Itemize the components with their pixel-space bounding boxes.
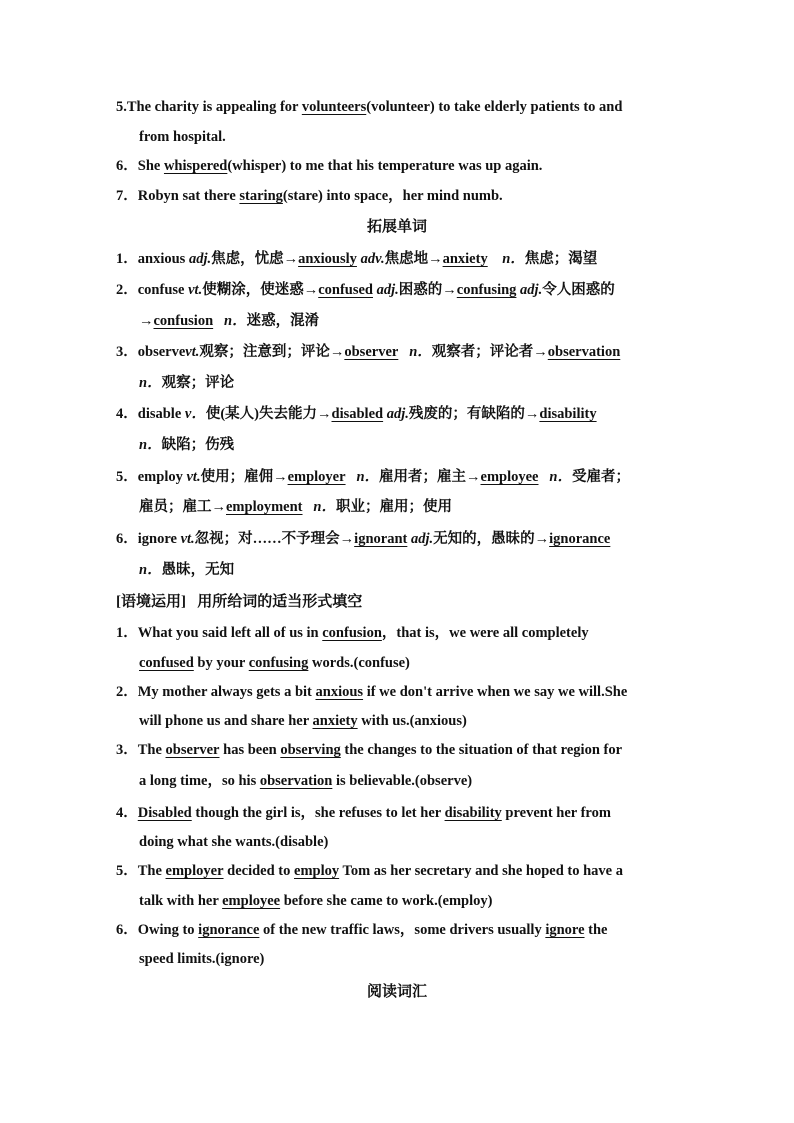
definition: 雇员；雇工→ [139, 499, 226, 515]
sentence-text: by your [193, 655, 249, 671]
sentence-text: The [137, 742, 166, 758]
definition: 无知的，愚昧的→ [433, 531, 550, 547]
section-heading-reading-words: 阅读词汇 [366, 984, 427, 1000]
exercise-4-line-2: doing what she wants.(disable) [139, 834, 329, 850]
item-number: 6． [116, 531, 138, 547]
answer-blank: ignorance [198, 922, 260, 938]
sentence-text: She [137, 158, 161, 174]
answer-blank: ignore [545, 922, 585, 938]
section-heading-expand-words: 拓展单词 [366, 219, 427, 235]
answer-blank: employment [226, 499, 303, 515]
sentence-5 [116, 98, 622, 116]
part-of-speech: n． [502, 251, 525, 267]
answer-blank: employ [294, 863, 340, 879]
answer-blank: confused [139, 655, 194, 671]
definition: 职业；雇用；使用 [335, 499, 452, 515]
exercise-3-line-2 [139, 772, 472, 790]
headword: anxious [137, 251, 186, 267]
definition: 忽视；对……不予理会→ [194, 531, 355, 547]
sentence-text: The [137, 863, 166, 879]
word-entry-employ-cont [139, 498, 452, 516]
answer-blank: confusion [322, 625, 382, 641]
item-number: 3． [116, 742, 138, 758]
item-number: 5. [116, 99, 127, 115]
answer-blank: employer [287, 469, 346, 485]
definition: 迷惑，混淆 [246, 313, 320, 329]
sentence-5-cont: from hospital. [139, 129, 226, 145]
headword: employ [137, 469, 183, 485]
answer-blank: disability [539, 406, 597, 422]
sentence-text: The charity is appealing for [126, 99, 299, 115]
item-number: 5． [116, 469, 138, 485]
part-of-speech: vt. [188, 282, 203, 298]
word-entry-disable-cont [139, 436, 234, 454]
definition: 困惑的→ [398, 282, 457, 298]
part-of-speech: adj. [410, 531, 434, 547]
definition: 使糊涂，使迷惑→ [202, 282, 319, 298]
sentence-text: Robyn sat there [137, 188, 236, 204]
part-of-speech: vt. [185, 344, 200, 360]
answer-blank: whispered [163, 158, 228, 174]
answer-blank: observation [259, 773, 333, 789]
word-entry-employ [116, 468, 630, 486]
definition: 观察；注意到；评论→ [199, 344, 345, 360]
part-of-speech: n． [139, 375, 162, 391]
answer-blank: anxious [315, 684, 364, 700]
part-of-speech: n． [313, 499, 336, 515]
answer-blank: disabled [331, 406, 384, 422]
part-of-speech: vt. [186, 469, 201, 485]
definition: 受雇者； [571, 469, 630, 485]
sentence-text: (whisper) to me that his temperature was up again. [227, 158, 543, 174]
exercise-2-line-1 [116, 683, 627, 701]
sentence-text: ，that is，we were all completely [381, 625, 589, 641]
word-entry-confuse-cont [139, 312, 319, 330]
item-number: 2． [116, 684, 138, 700]
sentence-text: of the new traffic laws，some drivers usually [259, 922, 546, 938]
sentence-text: Owing to [137, 922, 199, 938]
definition: 焦虑，忧虑→ [211, 251, 299, 267]
part-of-speech: n． [356, 469, 380, 485]
section-tag: [语境运用] [116, 594, 186, 610]
answer-blank: confusing [456, 282, 517, 298]
answer-blank: anxiety [312, 713, 358, 729]
item-number: 4． [116, 805, 138, 821]
sentence-text: before she came to work.(employ) [280, 893, 493, 909]
arrow: → [139, 313, 154, 329]
definition: 愚昧，无知 [161, 562, 235, 578]
sentence-text: a long time，so his [139, 773, 260, 789]
item-number: 1． [116, 625, 138, 641]
context-usage-header [116, 593, 362, 611]
answer-blank: volunteers [301, 99, 367, 115]
item-number: 6． [116, 158, 138, 174]
answer-blank: Disabled [137, 805, 192, 821]
exercise-5-line-2 [139, 892, 492, 910]
sentence-text: talk with her [139, 893, 223, 909]
part-of-speech: adj. [520, 282, 543, 298]
headword: ignore [137, 531, 177, 547]
sentence-text: My mother always gets a bit [137, 684, 316, 700]
part-of-speech: n． [139, 437, 162, 453]
answer-blank: observer [344, 344, 399, 360]
item-number: 4． [116, 406, 138, 422]
part-of-speech: v． [184, 406, 206, 422]
sentence-text: prevent her from [501, 805, 611, 821]
word-entry-observe-cont [139, 374, 234, 392]
exercise-3-line-1 [116, 741, 622, 759]
definition: 令人困惑的 [542, 282, 615, 298]
answer-blank: employee [222, 893, 281, 909]
headword: observe [137, 344, 186, 360]
word-entry-observe [116, 343, 620, 361]
exercise-2-line-2 [139, 712, 467, 730]
answer-blank: employer [165, 863, 224, 879]
item-number: 3． [116, 344, 138, 360]
word-entry-disable [116, 405, 597, 423]
sentence-text: if we don't arrive when we say we will.She [363, 684, 628, 700]
answer-blank: observer [165, 742, 220, 758]
definition: 使(某人)失去能力→ [205, 406, 332, 422]
headword: confuse [137, 282, 185, 298]
part-of-speech: adv. [360, 251, 385, 267]
item-number: 5． [116, 863, 138, 879]
item-number: 1． [116, 251, 138, 267]
instruction-text: 用所给词的适当形式填空 [197, 594, 363, 610]
sentence-7 [116, 187, 503, 205]
sentence-text: the [584, 922, 608, 938]
part-of-speech: adj. [188, 251, 212, 267]
exercise-5-line-1 [116, 862, 623, 880]
part-of-speech: n． [139, 562, 162, 578]
sentence-text: though the girl is，she refuses to let her [191, 805, 445, 821]
definition: 使用；雇佣→ [200, 469, 288, 485]
definition: 残废的；有缺陷的→ [408, 406, 540, 422]
item-number: 2． [116, 282, 138, 298]
part-of-speech: n． [409, 344, 432, 360]
sentence-text: Tom as her secretary and she hoped to have a [339, 863, 623, 879]
part-of-speech: n． [549, 469, 572, 485]
item-number: 7． [116, 188, 138, 204]
sentence-text: words.(confuse) [308, 655, 410, 671]
definition: 缺陷；伤残 [161, 437, 235, 453]
definition: 焦虑；渴望 [524, 251, 598, 267]
definition: 焦虑地→ [384, 251, 443, 267]
part-of-speech: vt. [180, 531, 195, 547]
word-entry-anxious [116, 250, 597, 268]
sentence-text: with us.(anxious) [357, 713, 467, 729]
definition: 观察者；评论者→ [431, 344, 548, 360]
sentence-6 [116, 157, 542, 175]
part-of-speech: adj. [386, 406, 409, 422]
sentence-text: (stare) into space，her mind numb. [282, 188, 503, 204]
sentence-text: has been [219, 742, 281, 758]
exercise-1-line-1 [116, 624, 589, 642]
definition: 雇用者；雇主→ [379, 469, 481, 485]
word-entry-ignore-cont [139, 561, 234, 579]
answer-blank: observation [547, 344, 621, 360]
word-entry-ignore [116, 530, 610, 548]
sentence-text: (volunteer) to take elderly patients to and [366, 99, 623, 115]
exercise-6-line-1 [116, 921, 608, 939]
answer-blank: confusion [153, 313, 214, 329]
answer-blank: confusing [248, 655, 309, 671]
answer-blank: ignorance [549, 531, 611, 547]
exercise-1-line-2 [139, 654, 410, 672]
definition: 观察；评论 [161, 375, 235, 391]
answer-blank: disability [444, 805, 502, 821]
part-of-speech: n． [224, 313, 247, 329]
sentence-text: is believable.(observe) [332, 773, 473, 789]
answer-blank: anxiously [298, 251, 357, 267]
answer-blank: ignorant [354, 531, 408, 547]
sentence-text: decided to [223, 863, 295, 879]
answer-blank: staring [239, 188, 283, 204]
item-number: 6． [116, 922, 138, 938]
exercise-4-line-1 [116, 804, 611, 822]
headword: disable [137, 406, 182, 422]
sentence-text: What you said left all of us in [137, 625, 323, 641]
answer-blank: employee [480, 469, 539, 485]
sentence-text: the changes to the situation of that region for [340, 742, 623, 758]
word-entry-confuse [116, 281, 615, 299]
sentence-text: will phone us and share her [139, 713, 313, 729]
part-of-speech: adj. [376, 282, 399, 298]
answer-blank: confused [318, 282, 373, 298]
answer-blank: anxiety [442, 251, 488, 267]
exercise-6-line-2: speed limits.(ignore) [139, 951, 265, 967]
answer-blank: observing [280, 742, 341, 758]
